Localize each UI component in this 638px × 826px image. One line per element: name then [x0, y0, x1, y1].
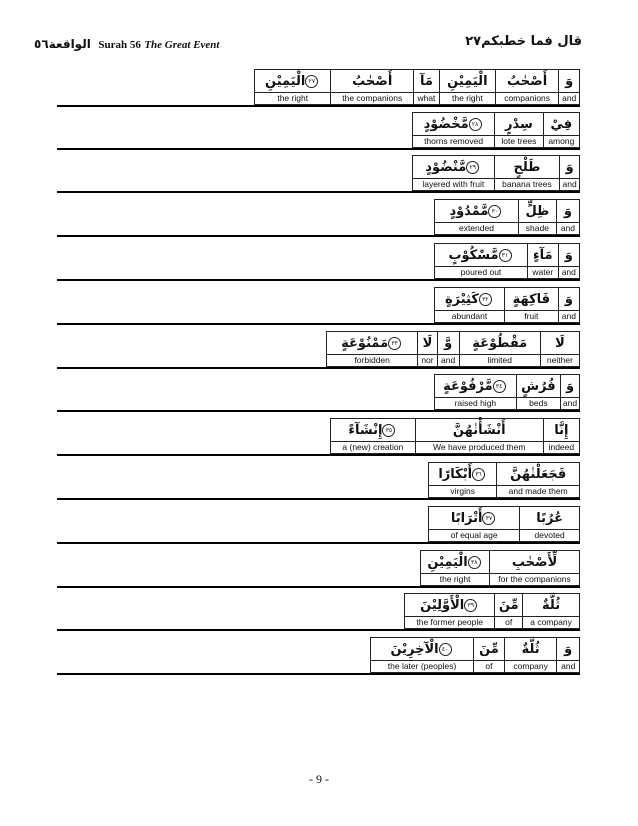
arabic-word: [495, 594, 523, 617]
arabic-word-text: إِنْشَآءً: [348, 422, 383, 438]
word-table: [434, 287, 580, 323]
surah-arabic-name: الواقعة٥٦: [34, 37, 91, 51]
surah-title: The Great Event: [144, 39, 220, 51]
arabic-word-text: لَا: [422, 335, 433, 351]
verse-number-icon: ٣٠: [488, 205, 501, 218]
arabic-word: [558, 244, 579, 267]
english-meaning: devoted: [520, 530, 580, 542]
arabic-word-text: مَقْطُوْعَةٍ: [472, 335, 528, 351]
verse-number-icon: ٢٩: [466, 161, 479, 174]
arabic-word-text: عُرُبًا: [536, 510, 564, 526]
arabic-word-text: مِّنَ: [498, 597, 519, 613]
english-meaning: and: [559, 93, 580, 105]
word-table: [434, 243, 580, 279]
english-meaning: of equal age: [429, 530, 520, 542]
verse-row: [57, 279, 580, 325]
verse-row: [57, 104, 580, 150]
arabic-word: [331, 419, 416, 442]
arabic-word: [371, 638, 474, 661]
arabic-word: [494, 156, 560, 179]
arabic-word: [429, 463, 497, 486]
verse-row: [57, 366, 580, 412]
english-meaning: water: [527, 267, 558, 279]
arabic-word-text: فَجَعَلْنٰهُنَّ: [510, 466, 567, 482]
english-meaning: and: [561, 398, 580, 410]
english-meaning: what: [414, 93, 440, 105]
arabic-word-text: وَ: [564, 247, 573, 263]
arabic-word: [527, 244, 558, 267]
english-meaning: virgins: [429, 486, 497, 498]
arabic-word: [474, 638, 505, 661]
english-meaning: forbidden: [327, 355, 418, 367]
english-meaning: and: [558, 267, 579, 279]
word-table: [254, 69, 580, 105]
arabic-word-text: مَّمْدُوْدٍ: [449, 203, 489, 219]
arabic-word: [405, 594, 495, 617]
verse-row: [57, 323, 580, 369]
arabic-word-text: وَ: [564, 641, 573, 657]
english-meaning: and: [437, 355, 459, 367]
arabic-word: [414, 70, 440, 93]
arabic-word: [435, 375, 517, 398]
verse-number-icon: ٣٦: [472, 468, 485, 481]
arabic-word-text: الْأَوَّلِيْنَ: [420, 597, 465, 613]
verse-number-icon: ٣٤: [493, 380, 506, 393]
verse-row: [57, 585, 580, 631]
word-table: [370, 637, 580, 673]
arabic-word: [495, 113, 543, 136]
english-meaning: a (new) creation: [331, 442, 416, 454]
arabic-word-text: ثُلَّةٌ: [542, 597, 561, 613]
english-meaning: companions: [495, 93, 558, 105]
arabic-word: [561, 375, 580, 398]
english-meaning: of: [495, 617, 523, 629]
arabic-word-text: وَ: [565, 378, 575, 394]
verse-number-icon: ٤٠: [439, 643, 452, 656]
arabic-word: [543, 113, 579, 136]
arabic-word: [435, 288, 505, 311]
arabic-word-text: وَ: [564, 291, 573, 307]
arabic-word-text: فَاكِهَةٍ: [512, 291, 551, 307]
english-meaning: and: [558, 311, 579, 323]
verse-row: [57, 454, 580, 500]
arabic-word-text: مَآءٍ: [532, 247, 553, 263]
english-meaning: extended: [435, 223, 519, 235]
english-meaning: and: [557, 661, 580, 673]
verse-number-icon: ٣٨: [468, 556, 481, 569]
arabic-word: [560, 156, 580, 179]
arabic-word-text: أَبْكَارًا: [438, 466, 473, 482]
arabic-word-text: كَثِيْرَةٍ: [444, 291, 479, 307]
arabic-word-text: ثُلَّةٌ: [521, 641, 540, 657]
english-meaning: indeed: [543, 442, 579, 454]
english-meaning: shade: [518, 223, 556, 235]
arabic-word-text: أَصْحٰبُ: [507, 73, 548, 89]
arabic-word: [418, 332, 437, 355]
arabic-word-text: وَ: [565, 159, 574, 175]
arabic-word: [557, 638, 580, 661]
word-table: [326, 331, 580, 367]
english-meaning: We have produced them: [415, 442, 543, 454]
arabic-word-text: مَّسْكُوْبٍ: [448, 247, 499, 263]
english-meaning: beds: [516, 398, 560, 410]
arabic-word-text: الْيَمِيْنِ: [265, 73, 306, 89]
arabic-word-text: الْيَمِيْنِ: [427, 554, 468, 570]
arabic-word: [437, 332, 459, 355]
arabic-word: [331, 70, 414, 93]
english-meaning: and made them: [497, 486, 580, 498]
page-header-left: [34, 37, 220, 51]
verse-number-icon: ٣٥: [382, 424, 395, 437]
arabic-word-text: سِدْرٍ: [505, 116, 533, 132]
arabic-word: [490, 551, 580, 574]
page-number: - 9 -: [309, 772, 329, 786]
arabic-word: [413, 156, 495, 179]
arabic-word-text: فِيْ: [550, 116, 573, 132]
verse-row: [57, 147, 580, 193]
verse-number-icon: ٢٨: [469, 118, 482, 131]
word-table: [434, 374, 580, 410]
arabic-word: [559, 70, 580, 93]
arabic-word: [429, 507, 520, 530]
word-table: [428, 506, 580, 542]
arabic-word-text: ظِلٍّ: [525, 203, 550, 219]
arabic-word: [556, 200, 579, 223]
arabic-word: [255, 70, 331, 93]
arabic-word: [543, 419, 579, 442]
arabic-word: [558, 288, 579, 311]
surah-label: Surah 56: [98, 39, 141, 51]
english-meaning: raised high: [435, 398, 517, 410]
english-meaning: limited: [459, 355, 540, 367]
english-meaning: fruit: [504, 311, 558, 323]
arabic-word: [504, 638, 557, 661]
english-meaning: banana trees: [494, 179, 560, 191]
arabic-word: [523, 594, 580, 617]
verse-row: [57, 498, 580, 544]
arabic-word-text: لَا: [555, 335, 565, 351]
english-meaning: layered with fruit: [413, 179, 495, 191]
arabic-word: [421, 551, 490, 574]
verse-number-icon: ٣١: [499, 249, 512, 262]
english-meaning: abundant: [435, 311, 505, 323]
arabic-word: [497, 463, 580, 486]
english-meaning: nor: [418, 355, 437, 367]
arabic-word-text: طَلْحٍ: [513, 159, 541, 175]
arabic-word: [435, 200, 519, 223]
arabic-word: [459, 332, 540, 355]
english-meaning: company: [504, 661, 557, 673]
english-meaning: and: [560, 179, 580, 191]
arabic-word-text: أَصْحٰبُ: [352, 73, 393, 89]
verse-number-icon: ٢٧: [305, 75, 318, 88]
english-meaning: the right: [439, 93, 495, 105]
arabic-word: [435, 244, 528, 267]
english-meaning: the right: [421, 574, 490, 586]
verse-row: [57, 191, 580, 237]
english-meaning: of: [474, 661, 505, 673]
english-meaning: thorns removed: [413, 136, 495, 148]
arabic-word-text: فُرُشٍ: [521, 378, 556, 394]
arabic-word: [520, 507, 580, 530]
word-table: [428, 462, 580, 498]
verse-row: [57, 410, 580, 456]
arabic-word: [327, 332, 418, 355]
arabic-word-text: أَنْشَأْنٰهُنَّ: [452, 422, 506, 438]
word-table: [404, 593, 580, 629]
english-meaning: the later (peoples): [371, 661, 474, 673]
verse-row: [57, 629, 580, 675]
english-meaning: and: [556, 223, 579, 235]
arabic-word-text: الْآخِرِيْنَ: [390, 641, 439, 657]
verse-number-icon: ٣٩: [464, 599, 477, 612]
word-table: [412, 155, 580, 191]
verse-number-icon: ٣٧: [482, 512, 495, 525]
english-meaning: the right: [255, 93, 331, 105]
english-meaning: neither: [540, 355, 579, 367]
english-meaning: the former people: [405, 617, 495, 629]
juz-name: قال فما خطبكم٢٧: [465, 34, 582, 49]
verse-row: [57, 61, 580, 107]
verse-row: [57, 542, 580, 588]
arabic-word-text: مَّنْضُوْدٍ: [425, 159, 467, 175]
verse-number-icon: ٣٣: [388, 337, 401, 350]
arabic-word: [415, 419, 543, 442]
word-table: [420, 550, 580, 586]
arabic-word: [540, 332, 579, 355]
arabic-word-text: مَآ: [419, 73, 433, 89]
english-meaning: among: [543, 136, 579, 148]
english-meaning: the companions: [331, 93, 414, 105]
verse-row: [57, 235, 580, 281]
word-table: [412, 112, 580, 148]
english-meaning: a company: [523, 617, 580, 629]
verse-number-icon: ٣٢: [479, 293, 492, 306]
arabic-word: [439, 70, 495, 93]
arabic-word-text: وَ: [563, 203, 572, 219]
arabic-word: [495, 70, 558, 93]
arabic-word-text: مَّخْضُوْدٍ: [423, 116, 469, 132]
arabic-word-text: مِّنَ: [479, 641, 499, 657]
arabic-word-text: وَّ: [444, 335, 453, 351]
arabic-word-text: إِنَّا: [554, 422, 569, 438]
english-meaning: for the companions: [490, 574, 580, 586]
arabic-word-text: مَمْنُوْعَةٍ: [341, 335, 389, 351]
arabic-word: [516, 375, 560, 398]
arabic-word: [518, 200, 556, 223]
english-meaning: poured out: [435, 267, 528, 279]
arabic-word-text: الْيَمِيْنِ: [447, 73, 488, 89]
english-meaning: lote trees: [495, 136, 543, 148]
arabic-word: [413, 113, 495, 136]
arabic-word-text: لِّأَصْحٰبِ: [511, 554, 558, 570]
word-table: [434, 199, 580, 235]
arabic-word-text: أَتْرَابًا: [450, 510, 483, 526]
arabic-word-text: مَّرْفُوْعَةٍ: [443, 378, 493, 394]
word-table: [330, 418, 580, 454]
arabic-word: [504, 288, 558, 311]
arabic-word-text: وَ: [565, 73, 574, 89]
